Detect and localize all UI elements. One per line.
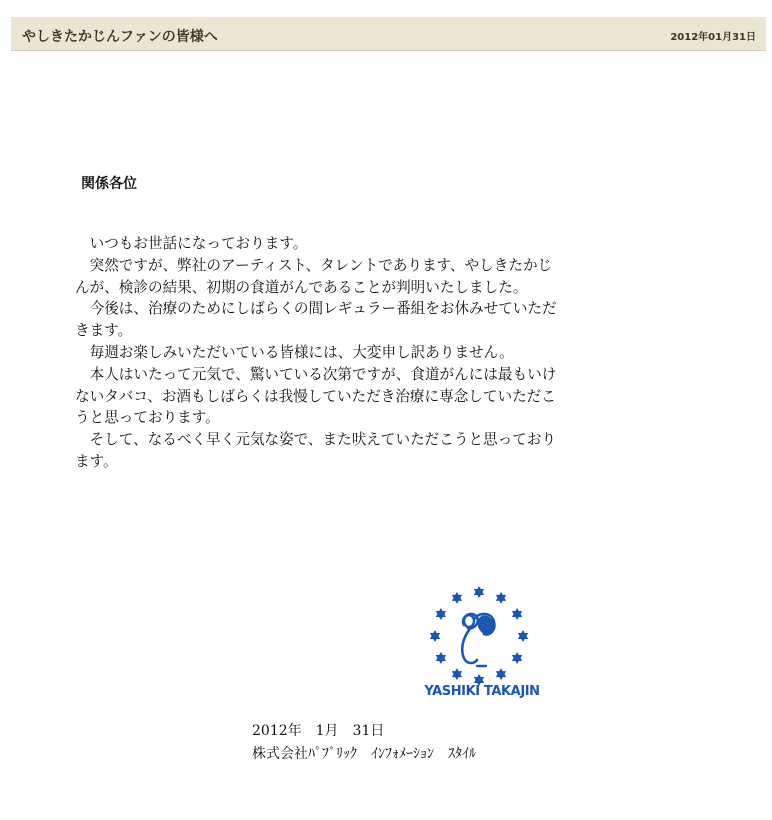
star-ring-figure-icon <box>420 578 540 688</box>
logo-text: YASHIKI TAKAJIN <box>424 684 540 699</box>
signature-date: 2012年 1月 31日 <box>252 723 385 739</box>
signature-company: 株式会社ﾊﾟﾌﾞﾘｯｸ ｲﾝﾌｫﾒｰｼｮﾝ ｽﾀｲﾙ <box>252 746 476 762</box>
letter-paragraph: 本人はいたって元気で、驚いている次第ですが、食道がんには最もいけないタバコ、お酒もしばらくは我慢していただき治療に専念していただこうと思っております。 <box>75 365 557 427</box>
letter-paragraph: いつもお世話になっております。 <box>75 235 308 252</box>
page-title: やしきたかじんファンの皆様へ <box>22 29 218 45</box>
header-bar <box>11 17 766 51</box>
letter-body <box>75 233 565 473</box>
salutation: 関係各位 <box>81 176 137 192</box>
letter-paragraph: そして、なるべく早く元気な姿で、また吠えていただこうと思っております。 <box>75 431 557 470</box>
post-date: 2012年01月31日 <box>670 32 756 43</box>
letter-paragraph: 毎週お楽しみいただいている皆様には、大変申し訳ありません。 <box>75 343 514 361</box>
letter-paragraph: 今後は、治療のためにしばらくの間レギュラー番組をお休みせていただきます。 <box>75 300 557 340</box>
yashiki-takajin-logo <box>420 578 540 708</box>
letter-paragraph: 突然ですが、弊社のアーティスト、タレントであります、やしきたかじんが、検診の結果、初期の食道がんであることが判明いたしました。 <box>75 256 553 296</box>
